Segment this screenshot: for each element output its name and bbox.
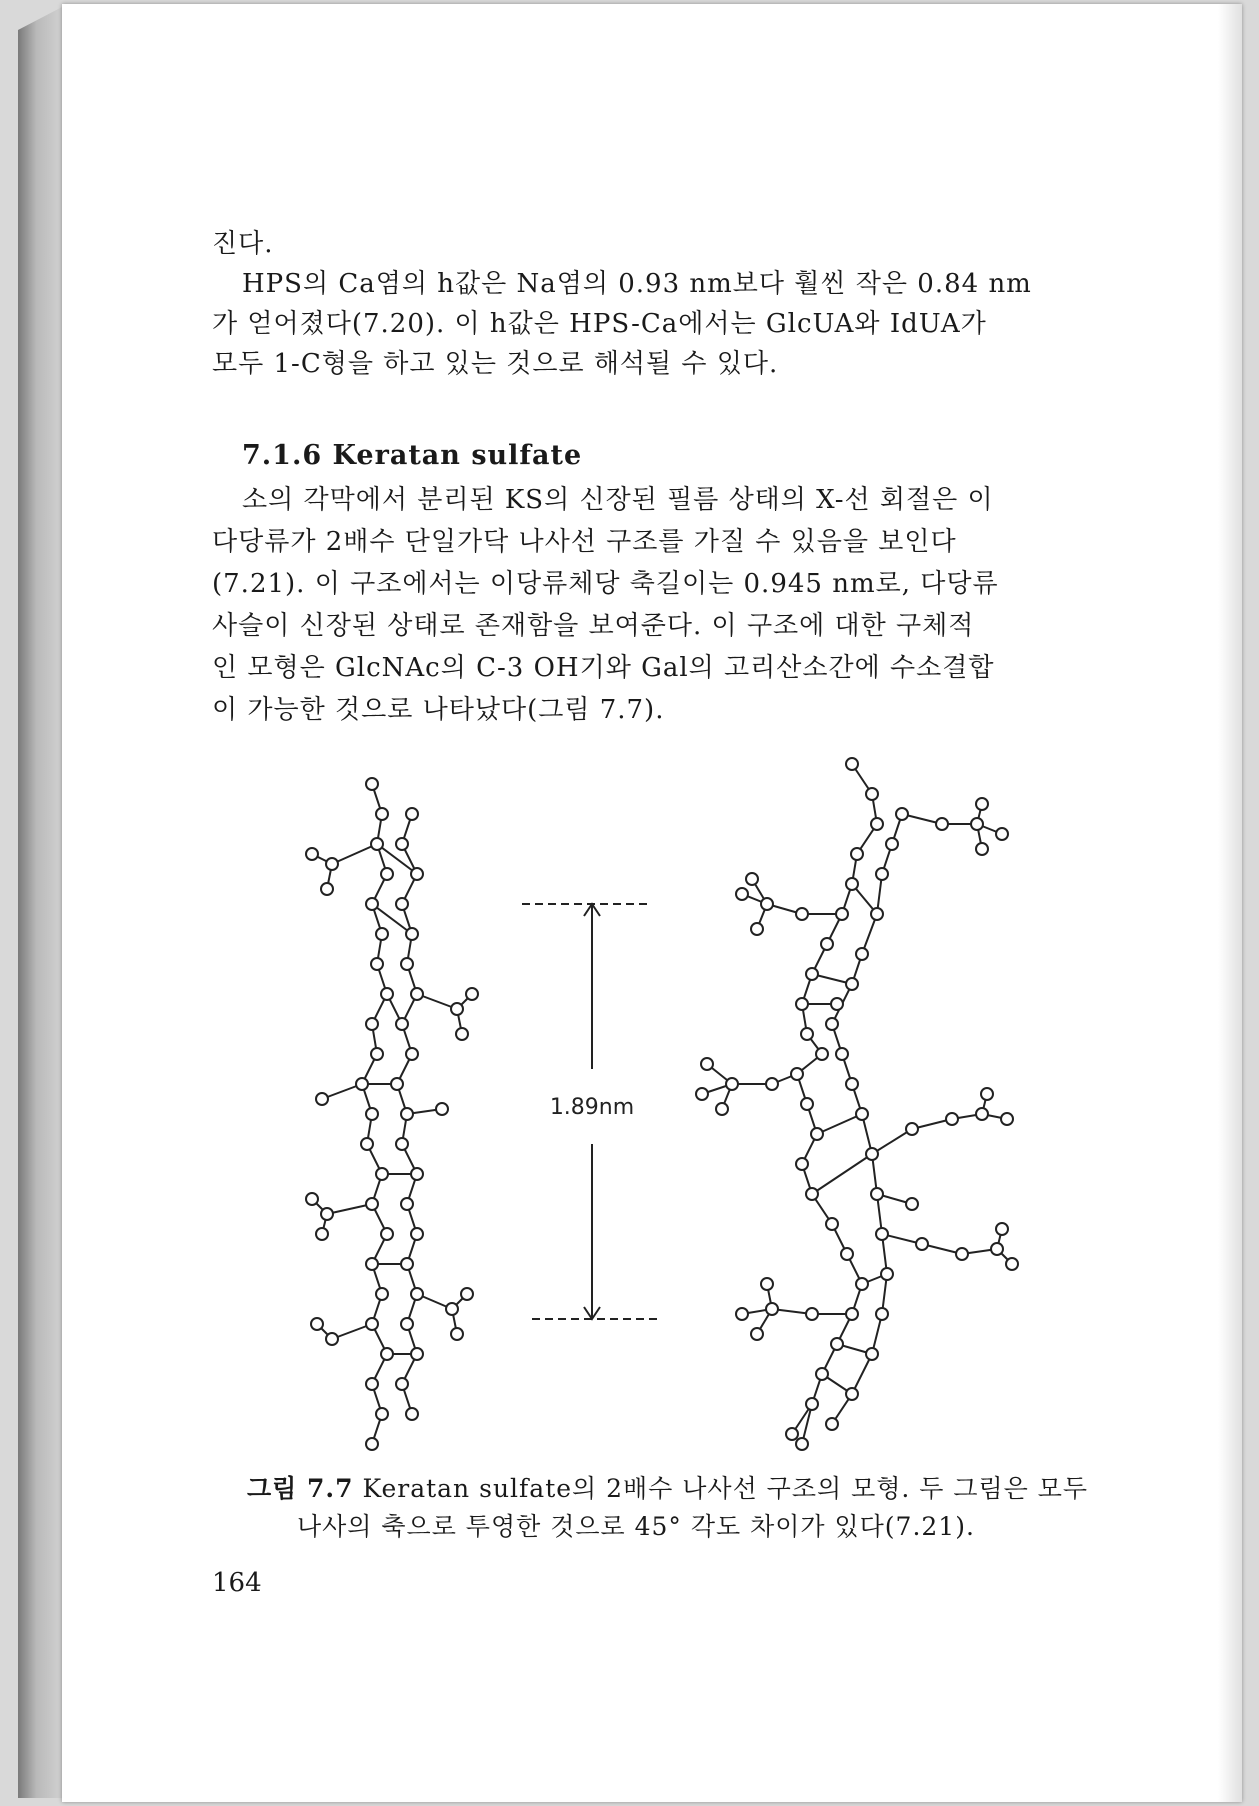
dimension-label: 1.89nm bbox=[549, 1095, 635, 1120]
left-helix-atoms bbox=[306, 778, 478, 1450]
text-line: 이 가능한 것으로 나타났다(그림 7.7). bbox=[212, 695, 665, 725]
text-line: 진다. bbox=[212, 229, 274, 259]
left-helix-model bbox=[312, 784, 472, 1444]
text-line: (7.21). 이 구조에서는 이당류체당 축길이는 0.945 nm로, 다당류 bbox=[212, 569, 999, 599]
figure-caption bbox=[247, 1470, 1088, 1508]
text-line: 소의 각막에서 분리된 KS의 신장된 필름 상태의 X-선 회절은 이 bbox=[242, 485, 994, 515]
book-edge bbox=[18, 6, 64, 1798]
right-helix-model bbox=[702, 764, 1012, 1444]
figure-7-7 bbox=[212, 754, 1162, 1464]
text-line: 다당류가 2배수 단일가닥 나사선 구조를 가질 수 있음을 보인다 bbox=[212, 527, 957, 557]
caption-text-1: Keratan sulfate의 2배수 나사선 구조의 모형. 두 그림은 모두 bbox=[362, 1474, 1089, 1503]
caption-text-2: 나사의 축으로 투영한 것으로 45° 각도 차이가 있다(7.21). bbox=[297, 1512, 975, 1541]
text-line: HPS의 Ca염의 h값은 Na염의 0.93 nm보다 훨씬 작은 0.84 nm bbox=[242, 269, 1032, 299]
figure-caption-continued bbox=[297, 1508, 975, 1546]
page-number: 164 bbox=[212, 1568, 262, 1598]
right-helix-atoms bbox=[696, 758, 1018, 1450]
text-line: 사슬이 신장된 상태로 존재함을 보여준다. 이 구조에 대한 구체적 bbox=[212, 611, 975, 641]
text-line: 인 모형은 GlcNAc의 C-3 OH기와 Gal의 고리산소간에 수소결합 bbox=[212, 653, 995, 683]
section-heading: 7.1.6 Keratan sulfate bbox=[242, 440, 583, 471]
text-line: 가 얻어졌다(7.20). 이 h값은 HPS-Ca에서는 GlcUA와 IdUA가 bbox=[212, 309, 987, 339]
caption-label: 그림 7.7 bbox=[247, 1474, 354, 1503]
text-line: 모두 1-C형을 하고 있는 것으로 해석될 수 있다. bbox=[212, 349, 779, 379]
book-page bbox=[62, 4, 1242, 1802]
